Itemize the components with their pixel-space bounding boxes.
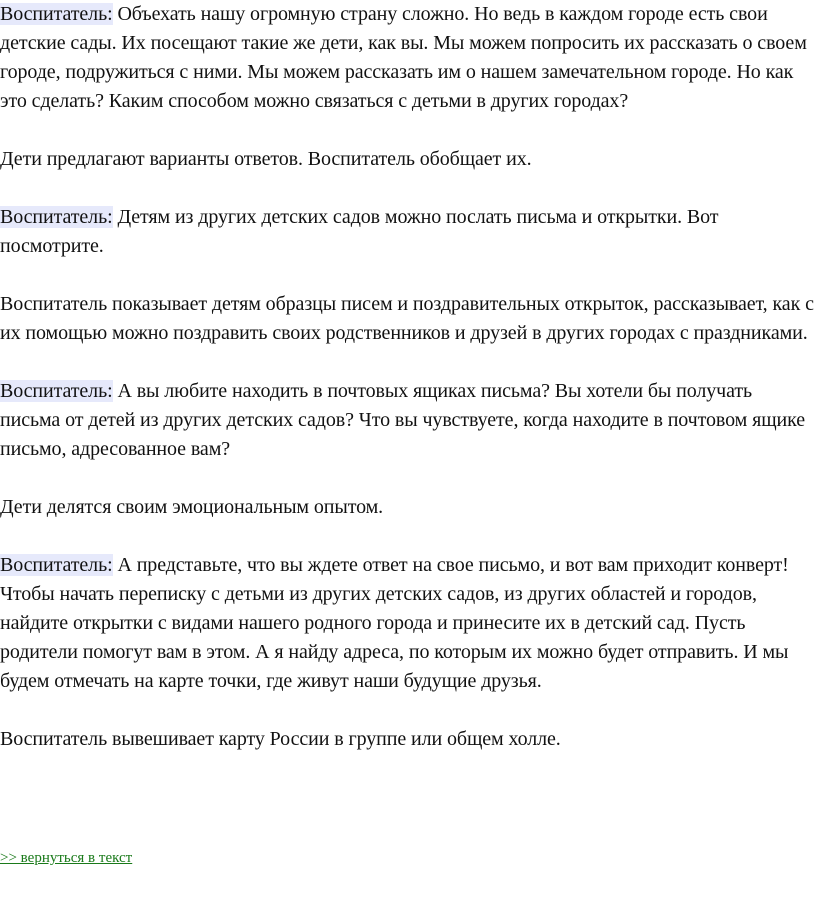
paragraph-text: А представьте, что вы ждете ответ на свое письмо, и вот вам приходит конверт! Чтобы начать переписку с детьми из других детских садов, из других областей и городов, найдите открытки с видами нашего родного города и принесите их в детский сад. Пусть родители помогут вам в этом. А я найду адреса, по которым их можно будет отправить. И мы будем отмечать на карте точки, где живут наши будущие друзья. [0,554,789,692]
paragraph-text: Детям из других детских садов можно послать письма и открытки. Вот посмотрите. [0,206,719,257]
paragraph-text: А вы любите находить в почтовых ящиках письма? Вы хотели бы получать письма от детей из других детских садов? Что вы чувствуете, когда находите в почтовом ящике письмо, адресованное вам? [0,380,805,460]
paragraph-4 [0,290,816,348]
speaker-label: Воспитатель: [0,3,113,25]
paragraph-1 [0,0,816,116]
paragraph-2 [0,145,816,174]
back-to-text-link[interactable]: >> вернуться в текст [0,850,133,866]
speaker-label: Воспитатель: [0,380,113,402]
paragraph-3 [0,203,816,261]
paragraph-text: Воспитатель вывешивает карту России в группе или общем холле. [0,728,561,750]
paragraph-text: Дети делятся своим эмоциональным опытом. [0,496,384,518]
paragraph-text: Объехать нашу огромную страну сложно. Но ведь в каждом городе есть свои детские сады. Их посещают такие же дети, как вы. Мы можем попросить их рассказать о своем городе, подружиться с ними. Мы можем рассказать им о нашем замечательном городе. Но как это сделать? Каким способом можно связаться с детьми в других городах? [0,3,807,112]
speaker-label: Воспитатель: [0,554,113,576]
paragraph-7 [0,551,816,696]
paragraph-text: Воспитатель показывает детям образцы писем и поздравительных открыток, рассказывает, как с их помощью можно поздравить своих родственников и друзей в других городах с праздниками. [0,293,814,344]
paragraph-6 [0,493,816,522]
paragraph-5 [0,377,816,464]
paragraph-8 [0,725,816,754]
speaker-label: Воспитатель: [0,206,113,228]
paragraph-text: Дети предлагают варианты ответов. Воспитатель обобщает их. [0,148,532,170]
